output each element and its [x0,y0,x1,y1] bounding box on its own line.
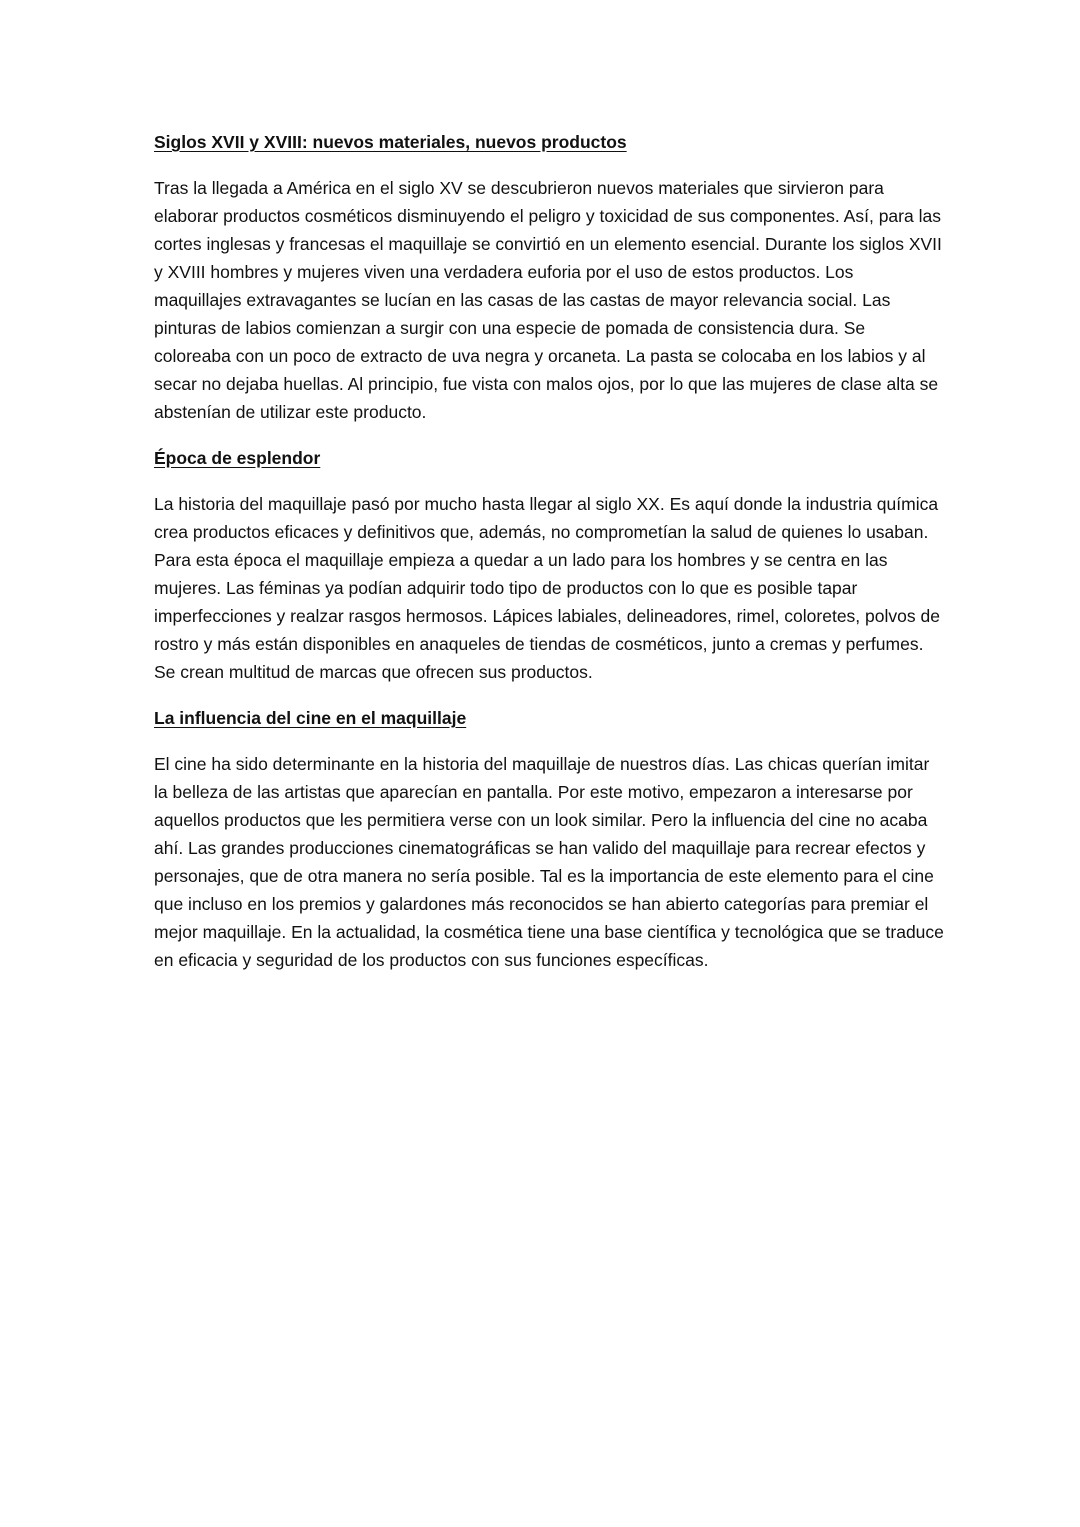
section-influencia-cine [154,704,944,974]
section-epoca-esplendor [154,444,944,686]
section-paragraph: Tras la llegada a América en el siglo XV se descubrieron nuevos materiales que sirvieron para elaborar productos cosméticos disminuyendo el peligro y toxicidad de sus componentes. Así, para las cortes inglesas y francesas el maquillaje se convirtió en un elemento esencial. Durante los siglos XVII y XVIII hombres y mujeres viven una verdadera euforia por el uso de estos productos. Los maquillajes extravagantes se lucían en las casas de las castas de mayor relevancia social. Las pinturas de labios comienzan a surgir con una especie de pomada de consistencia dura. Se coloreaba con un poco de extracto de uva negra y orcaneta. La pasta se colocaba en los labios y al secar no dejaba huellas. Al principio, fue vista con malos ojos, por lo que las mujeres de clase alta se abstenían de utilizar este producto. [154,178,942,422]
section-heading: Época de esplendor [154,448,321,468]
section-heading: La influencia del cine en el maquillaje [154,708,467,728]
document-page [154,128,944,992]
section-siglos-xvii-xviii [154,128,944,426]
section-heading: Siglos XVII y XVIII: nuevos materiales, nuevos productos [154,132,627,152]
section-paragraph: La historia del maquillaje pasó por mucho hasta llegar al siglo XX. Es aquí donde la industria química crea productos eficaces y definitivos que, además, no comprometían la salud de quienes lo usaban. Para esta época el maquillaje empieza a quedar a un lado para los hombres y se centra en las mujeres. Las féminas ya podían adquirir todo tipo de productos con lo que es posible tapar imperfecciones y realzar rasgos hermosos. Lápices labiales, delineadores, rimel, coloretes, polvos de rostro y más están disponibles en anaqueles de tiendas de cosméticos, junto a cremas y perfumes. Se crean multitud de marcas que ofrecen sus productos. [154,494,940,682]
section-paragraph: El cine ha sido determinante en la historia del maquillaje de nuestros días. Las chicas querían imitar la belleza de las artistas que aparecían en pantalla. Por este motivo, empezaron a interesarse por aquellos productos que les permitiera verse con un look similar. Pero la influencia del cine no acaba ahí. Las grandes producciones cinematográficas se han valido del maquillaje para recrear efectos y personajes, que de otra manera no sería posible. Tal es la importancia de este elemento para el cine que incluso en los premios y galardones más reconocidos se han abierto categorías para premiar el mejor maquillaje. En la actualidad, la cosmética tiene una base científica y tecnológica que se traduce en eficacia y seguridad de los productos con sus funciones específicas. [154,754,944,970]
